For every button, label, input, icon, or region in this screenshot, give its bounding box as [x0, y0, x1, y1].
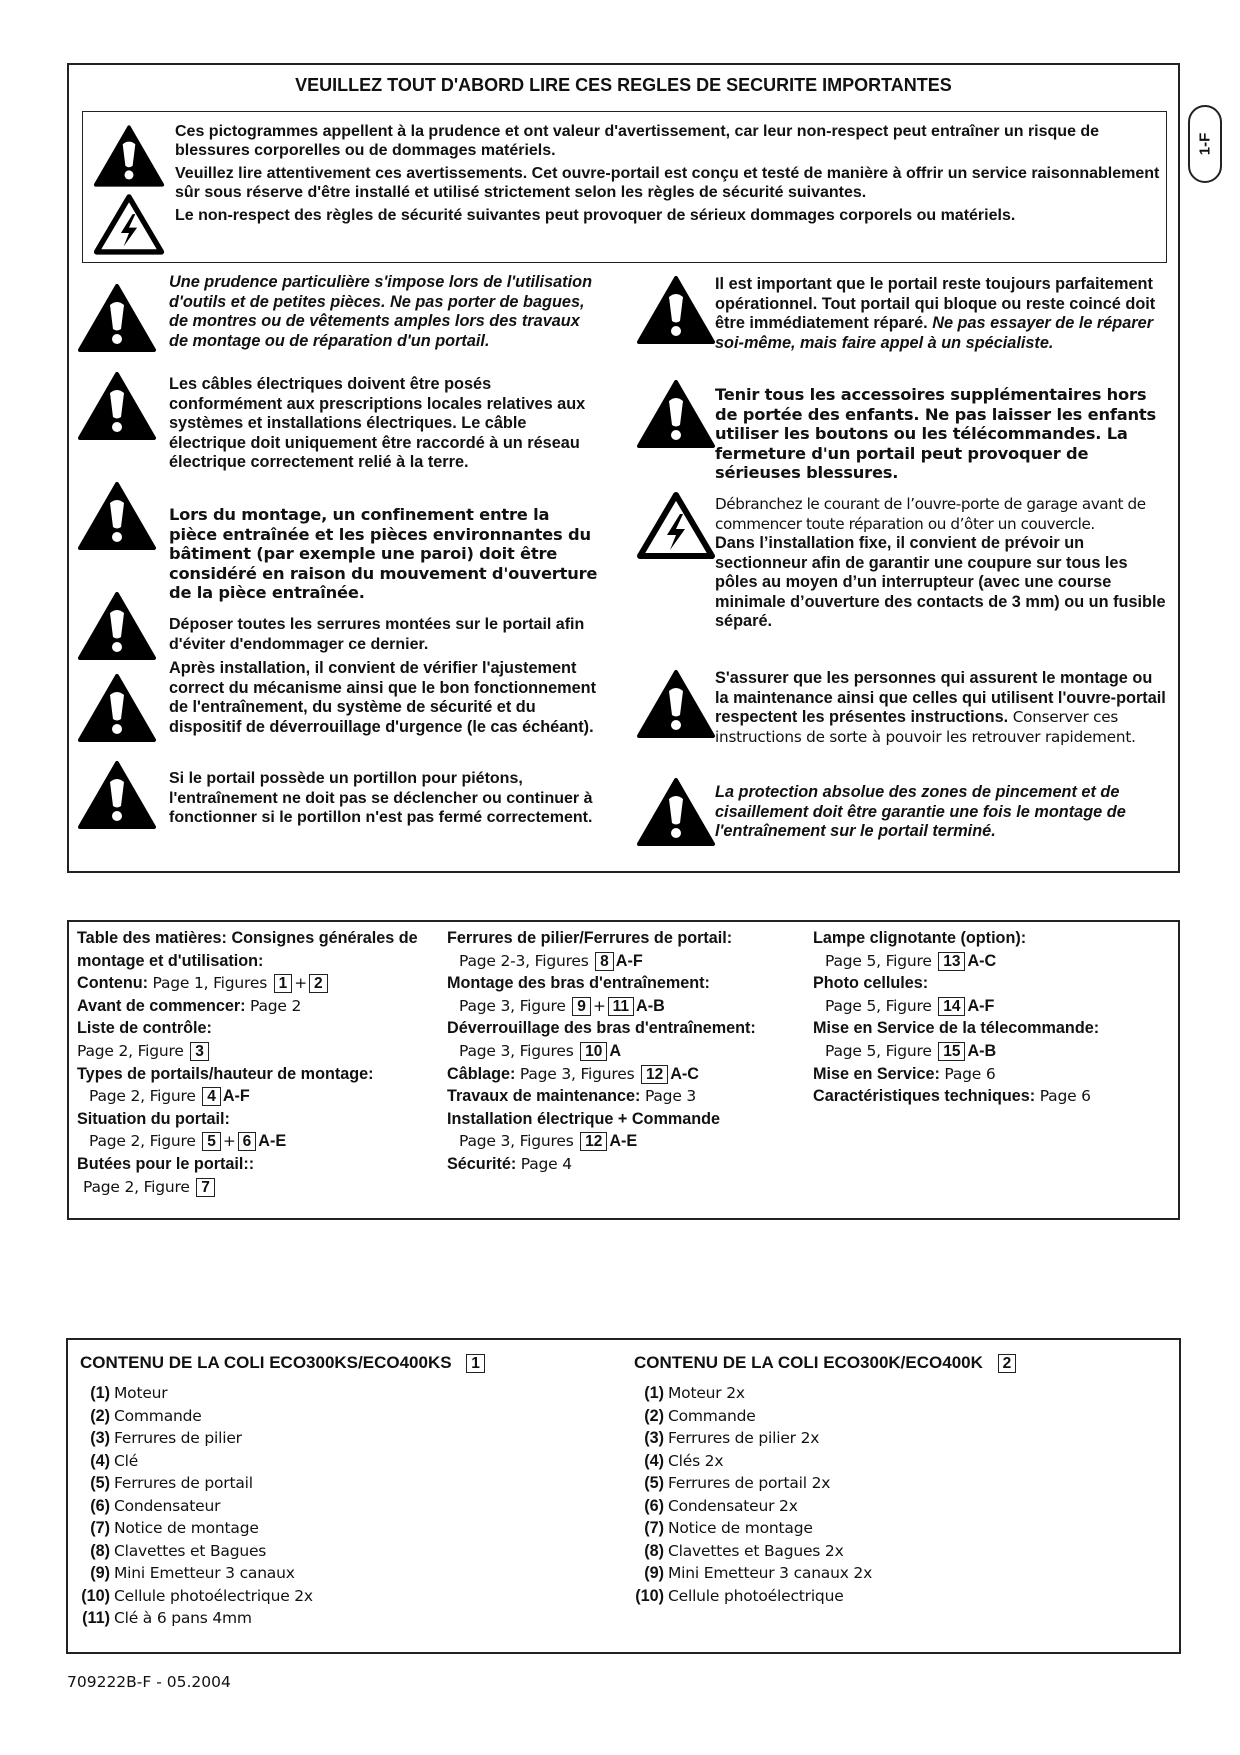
warning-icon	[636, 669, 716, 739]
warning-icon	[77, 760, 157, 830]
toc-entry-page: Page 5, Figure 15 A-B	[825, 1041, 997, 1060]
toc-entry-title: Mise en Service de la télecommande:	[813, 1019, 1100, 1038]
toc-entry-title: Situation du portail:	[77, 1109, 230, 1128]
rule-confinement: Lors du montage, un confinement entre la pièce entraînée et les pièces environnantes du bâtiment (par exemple une paroi) doit être considéré en raison du mouvement d'ouverture de la pièce entraînée.	[169, 505, 598, 602]
rule-power-switch: Dans l’installation fixe, il convient de prévoir un sectionneur afin de garantir une coupure sur tous les pôles au moyen d’un interrupteur (avec une course minimale d’ouverture des contacts de 3 mm) ou un fusible séparé.	[715, 534, 1166, 630]
toc-entry: Mise en Service: Page 6	[813, 1064, 996, 1083]
list-item	[627, 1450, 872, 1473]
safety-title: VEUILLEZ TOUT D'ABORD LIRE CES REGLES DE SECURITE IMPORTANTES	[295, 75, 952, 95]
list-item	[73, 1405, 313, 1428]
rule-pinch-protection: La protection absolue des zones de pincement et de cisaillement doit être garantie une fois le montage de l'entraînement sur le portail terminé.	[715, 783, 1126, 840]
item-number: (8)	[90, 1541, 110, 1560]
item-label: Clavettes et Bagues 2x	[668, 1541, 844, 1560]
item-label: Mini Emetteur 3 canaux	[114, 1564, 295, 1582]
list-item	[73, 1585, 313, 1608]
item-number: (4)	[644, 1451, 664, 1470]
toc-entry: Câblage: Page 3, Figures 12 A-C	[447, 1064, 699, 1083]
item-label: Notice de montage	[668, 1519, 813, 1537]
rule-locks: Déposer toutes les serrures montées sur le portail afin d'éviter d'endommager ce dernier.	[169, 616, 585, 653]
toc-entry: Avant de commencer: Page 2	[77, 996, 302, 1015]
toc-entry-title: Butées pour le portail::	[77, 1154, 255, 1173]
rule-tools: Une prudence particulière s'impose lors de l'utilisation d'outils et de petites pièces. Ne pas porter de bagues, de montres ou de vêtements amples lors des travaux de montage ou de réparation d'un portail.	[169, 273, 593, 350]
toc-entry-page: Page 5, Figure 13 A-C	[825, 951, 997, 970]
item-number: (2)	[90, 1406, 110, 1425]
figure-ref: 13	[938, 952, 965, 971]
list-item	[73, 1562, 313, 1585]
package-list-left	[73, 1382, 313, 1630]
toc-entry-page: Page 3, Figure 9 + 11 A-B	[459, 996, 665, 1015]
warning-icon	[77, 591, 157, 661]
warning-icon	[77, 673, 157, 743]
figure-ref: 8	[595, 952, 614, 971]
item-label: Ferrures de portail 2x	[668, 1474, 831, 1492]
item-label: Moteur	[114, 1384, 168, 1402]
rule-children: Tenir tous les accessoires supplémentaires hors de portée des enfants. Ne pas laisser les enfants utiliser les boutons ou les télécommandes. La fermeture d'un portail peut provoquer de sérieuses blessures.	[715, 385, 1157, 482]
toc-entry: Travaux de maintenance: Page 3	[447, 1087, 697, 1106]
toc-column-1	[77, 927, 437, 1198]
toc-column-2	[447, 927, 807, 1176]
warning-icon	[77, 283, 157, 353]
item-number: (7)	[644, 1519, 664, 1537]
item-label: Cellule photoélectrique	[668, 1586, 844, 1605]
item-number: (7)	[90, 1519, 110, 1537]
figure-ref: 1	[274, 974, 293, 993]
toc-entry: Contenu: Page 1, Figures 1 + 2	[77, 972, 437, 995]
list-item	[627, 1517, 872, 1540]
toc-entry-page: Page 5, Figure 14 A-F	[825, 996, 995, 1015]
figure-ref: 4	[202, 1087, 221, 1106]
list-item	[73, 1472, 313, 1495]
warning-icon	[77, 371, 157, 441]
rule-operational-specialist: Ne pas essayer de le réparer soi-même, mais faire appel à un spécialiste.	[715, 314, 1154, 352]
figure-ref: 15	[938, 1042, 965, 1061]
figure-ref: 6	[238, 1132, 257, 1151]
warning-icon	[636, 275, 716, 345]
package-title-right: CONTENU DE LA COLI ECO300K/ECO400K 2	[634, 1353, 1018, 1373]
intro-text-1: Ces pictogrammes appellent à la prudence et ont valeur d'avertissement, car leur non-respect peut entraîner un risque de blessures corporelles ou de dommages matériels.	[175, 123, 1100, 159]
rule-instructions-keep: Conserver ces instructions de sorte à pouvoir les retrouver rapidement.	[715, 708, 1136, 746]
list-item	[627, 1495, 872, 1518]
item-number: (3)	[90, 1429, 110, 1447]
electric-shock-icon	[93, 192, 165, 256]
item-label: Commande	[114, 1406, 202, 1425]
rule-adjustment: Après installation, il convient de vérifier l'ajustement correct du mécanisme ainsi que le bon fonctionnement de l'entraînement, du système de sécurité et du dispositif de déverrouillage d'urgence (le cas échéant).	[169, 659, 597, 736]
toc-entry-title: Liste de contrôle:	[77, 1019, 212, 1038]
list-item	[73, 1450, 313, 1473]
list-item	[73, 1495, 313, 1518]
list-item	[627, 1472, 872, 1495]
figure-ref: 5	[202, 1132, 221, 1151]
item-label: Ferrures de pilier	[114, 1429, 242, 1447]
toc-entry: Sécurité: Page 4	[447, 1154, 572, 1173]
toc-entry-page: Page 2, Figure 5 + 6 A-E	[89, 1132, 287, 1151]
figure-ref: 10	[580, 1042, 607, 1061]
list-item	[627, 1585, 872, 1608]
safety-section	[67, 63, 1180, 873]
toc-entry-title: Déverrouillage des bras d'entraînement:	[447, 1019, 756, 1038]
package-list-right	[627, 1382, 872, 1607]
toc-entry-page: Page 3, Figures 12 A-E	[459, 1132, 638, 1151]
item-number: (6)	[644, 1496, 664, 1515]
intro-text-2: Veuillez lire attentivement ces avertissements. Cet ouvre-portail est conçu et testé de manière à offrir un service raisonnablement sûr sous réserve d'être installé et utilisé strictement selon les règles de sécurité suivantes.	[175, 165, 1160, 201]
list-item	[73, 1517, 313, 1540]
rule-power	[715, 495, 1170, 632]
item-label: Clé	[114, 1451, 139, 1470]
figure-ref: 11	[608, 997, 634, 1016]
rule-cables: Les câbles électriques doivent être posés conformément aux prescriptions locales relatives aux systèmes et installations électriques. Le câble électrique doit uniquement être raccordé à un réseau électrique correctement relié à la terre.	[169, 375, 586, 471]
figure-ref: 12	[580, 1132, 607, 1151]
toc-entry-page: Page 2, Figure 7	[77, 1176, 437, 1199]
figure-ref: 9	[572, 997, 591, 1016]
rule-operational	[715, 275, 1170, 353]
item-number: (11)	[82, 1609, 110, 1627]
item-number: (2)	[644, 1406, 664, 1425]
list-item	[73, 1427, 313, 1450]
toc-entry-title: Photo cellules:	[813, 974, 929, 993]
rule-operational-text: Il est important que le portail reste toujours parfaitement opérationnel. Tout portail qui bloque ou reste coincé doit être immédiatement réparé.	[715, 275, 1156, 332]
package-contents	[66, 1338, 1181, 1654]
item-number: (3)	[644, 1429, 664, 1447]
list-item	[627, 1427, 872, 1450]
figure-ref: 3	[190, 1042, 209, 1061]
item-label: Cellule photoélectrique 2x	[114, 1586, 313, 1605]
warning-icon	[93, 124, 165, 188]
item-number: (5)	[644, 1474, 664, 1492]
list-item	[627, 1405, 872, 1428]
item-label: Ferrures de pilier 2x	[668, 1429, 820, 1447]
item-number: (8)	[644, 1541, 664, 1560]
toc-column-3	[813, 927, 1173, 1108]
package-title-left: CONTENU DE LA COLI ECO300KS/ECO400KS 1	[80, 1353, 487, 1373]
toc-entry-page: Page 3, Figures 10 A	[459, 1041, 622, 1060]
item-number: (5)	[90, 1474, 110, 1492]
page-section-tab: 1-F	[1188, 105, 1222, 183]
table-of-contents	[67, 920, 1180, 1220]
toc-entry-title: Ferrures de pilier/Ferrures de portail:	[447, 929, 733, 947]
item-label: Clés 2x	[668, 1451, 724, 1470]
list-item	[627, 1562, 872, 1585]
figure-ref: 12	[641, 1065, 668, 1084]
toc-entry-title: Types de portails/hauteur de montage:	[77, 1064, 374, 1083]
item-number: (1)	[90, 1384, 110, 1402]
figure-ref: 2	[998, 1354, 1017, 1373]
rule-power-disconnect: Débranchez le courant de l’ouvre-porte de garage avant de commencer toute réparation ou d’ôter un couvercle.	[715, 495, 1146, 533]
document-code: 709222B-F - 05.2004	[67, 1673, 231, 1691]
item-label: Notice de montage	[114, 1519, 259, 1537]
item-label: Condensateur 2x	[668, 1496, 798, 1515]
list-item	[627, 1382, 872, 1405]
item-label: Mini Emetteur 3 canaux 2x	[668, 1564, 873, 1582]
toc-entry: Caractéristiques techniques: Page 6	[813, 1087, 1091, 1106]
item-number: (6)	[90, 1496, 110, 1515]
item-number: (10)	[81, 1586, 110, 1605]
figure-ref: 1	[466, 1354, 485, 1373]
warning-icon	[77, 481, 157, 551]
intro-box	[82, 111, 1167, 263]
item-number: (4)	[90, 1451, 110, 1470]
item-label: Ferrures de portail	[114, 1474, 253, 1492]
toc-entry-title: Montage des bras d'entraînement:	[447, 974, 710, 993]
list-item	[73, 1382, 313, 1405]
item-number: (9)	[644, 1564, 664, 1582]
list-item	[73, 1540, 313, 1563]
item-label: Commande	[668, 1406, 756, 1425]
electric-shock-icon	[636, 490, 716, 560]
rule-instructions	[715, 669, 1170, 747]
figure-ref: 14	[938, 997, 965, 1016]
figure-ref: 2	[309, 974, 328, 993]
warning-icon	[636, 379, 716, 449]
list-item	[627, 1540, 872, 1563]
item-number: (10)	[635, 1586, 664, 1605]
figure-ref: 7	[196, 1178, 215, 1197]
intro-text-3: Le non-respect des règles de sécurité suivantes peut provoquer de sérieux dommages corporels ou matériels.	[175, 207, 1016, 224]
toc-entry-page: Page 2, Figure 4 A-F	[89, 1087, 250, 1106]
toc-entry-page: Page 2, Figure 3	[77, 1040, 437, 1063]
toc-entry-page: Page 2-3, Figures 8 A-F	[459, 951, 643, 970]
item-label: Clavettes et Bagues	[114, 1541, 267, 1560]
warning-icon	[636, 777, 716, 847]
list-item	[73, 1607, 313, 1630]
item-label: Moteur 2x	[668, 1384, 745, 1402]
item-number: (1)	[644, 1384, 664, 1402]
item-label: Condensateur	[114, 1496, 221, 1515]
rule-instructions-text: S'assurer que les personnes qui assurent le montage ou la maintenance ainsi que celles qui utilisent l'ouvre-portail respectent les présentes instructions.	[715, 669, 1166, 726]
toc-entry-title: Installation électrique + Commande	[447, 1109, 721, 1128]
toc-heading: Table des matières: Consignes générales de montage et d'utilisation:	[77, 929, 418, 970]
item-label: Clé à 6 pans 4mm	[114, 1609, 252, 1627]
rule-pedestrian-door: Si le portail possède un portillon pour piétons, l'entraînement ne doit pas se déclencher ou continuer à fonctionner si le portillon n'est pas fermé correctement.	[169, 770, 593, 826]
toc-entry-title: Lampe clignotante (option):	[813, 929, 1027, 947]
item-number: (9)	[90, 1564, 110, 1582]
